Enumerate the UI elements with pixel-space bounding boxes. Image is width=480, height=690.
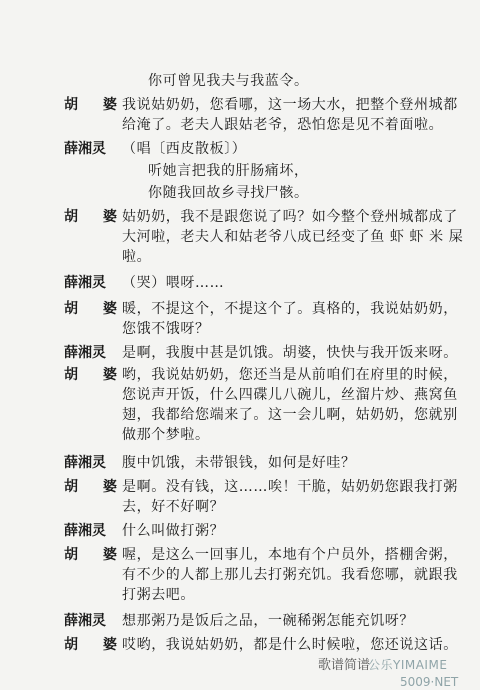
dialogue-line: 您说声开饭，什么四碟儿八碗儿，丝溜片炒、燕窝鱼 (122, 387, 458, 403)
dialogue-line: 想那粥乃是饭后之品，一碗稀粥怎能充饥呀？ (122, 613, 414, 629)
dialogue-line: 给淹了。老夫人跟姑老爷，恐怕您是见不着面啦。 (122, 117, 444, 133)
speaker-hu-po: 胡 婆 (64, 209, 127, 225)
speaker-hu-po: 胡 婆 (64, 637, 127, 653)
speaker-xue-xiangling: 薛湘灵 (64, 455, 106, 471)
speaker-hu-po: 胡 婆 (64, 547, 127, 563)
dialogue-line: 做那个梦啦。 (122, 427, 210, 443)
verse-line: 听她言把我的肝肠痛坏， (148, 163, 309, 179)
verse-line: 你可曾见我夫与我蓝令。 (148, 73, 309, 89)
watermark-text: 歌谱简谱 (318, 658, 371, 673)
dialogue-line: 哟，我说姑奶奶，您还当是从前咱们在府里的时候， (122, 367, 458, 383)
speaker-hu-po: 胡 婆 (64, 97, 127, 113)
speaker-xue-xiangling: 薛湘灵 (64, 345, 106, 361)
dialogue-line: 啦。 (122, 249, 152, 265)
verse-line: 你随我回故乡寻找尸骸。 (148, 185, 309, 201)
dialogue-line: 有不少的人都上那儿去打粥充饥。我看您哪，就跟我 (122, 567, 458, 583)
dialogue-line: 大河啦，老夫人和姑老爷八成已经变了鱼 虾 虾 米 屎 (122, 229, 464, 245)
stage-direction: （唱〔西皮散板〕） (122, 141, 247, 157)
dialogue-line: 是啊。没有钱，这……唉！干脆，姑奶奶您跟我打粥 (122, 479, 458, 495)
dialogue-line: 暖，不提这个，不提这个了。真格的，我说姑奶奶， (122, 301, 458, 317)
speaker-xue-xiangling: 薛湘灵 (64, 275, 106, 291)
dialogue-line: 喔，是这么一回事儿，本地有个户员外，搭棚舍粥， (122, 547, 458, 563)
speaker-xue-xiangling: 薛湘灵 (64, 141, 106, 157)
speaker-xue-xiangling: 薛湘灵 (64, 613, 106, 629)
speaker-hu-po: 胡 婆 (64, 479, 127, 495)
dialogue-line: 您饿不饿呀？ (122, 321, 210, 337)
dialogue-line: 腹中饥饿，未带银钱，如何是好哇？ (122, 455, 356, 471)
dialogue-line: 我说姑奶奶，您看哪，这一场大水，把整个登州城都 (122, 97, 458, 113)
dialogue-line: 去，好不好啊？ (122, 499, 225, 515)
speaker-hu-po: 胡 婆 (64, 301, 127, 317)
watermark-text: 5009·NET (400, 675, 459, 689)
dialogue-line: 是啊，我腹中甚是饥饿。胡婆，快快与我开饭来呀。 (122, 345, 458, 361)
dialogue-line: 姑奶奶，我不是跟您说了吗？如今整个登州城都成了 (122, 209, 458, 225)
dialogue-line: 打粥去吧。 (122, 587, 195, 603)
watermark-text: 公乐YIMAIME (368, 658, 448, 672)
dialogue-line: 什么叫做打粥？ (122, 523, 225, 539)
speaker-xue-xiangling: 薛湘灵 (64, 523, 106, 539)
dialogue-line: 哎哟，我说姑奶奶，都是什么时候啦，您还说这话。 (122, 637, 458, 653)
stage-direction: （哭）喂呀…… (122, 275, 225, 291)
dialogue-line: 翅，我都给您端来了。这一会儿啊，姑奶奶，您就别 (122, 407, 458, 423)
speaker-hu-po: 胡 婆 (64, 367, 127, 383)
